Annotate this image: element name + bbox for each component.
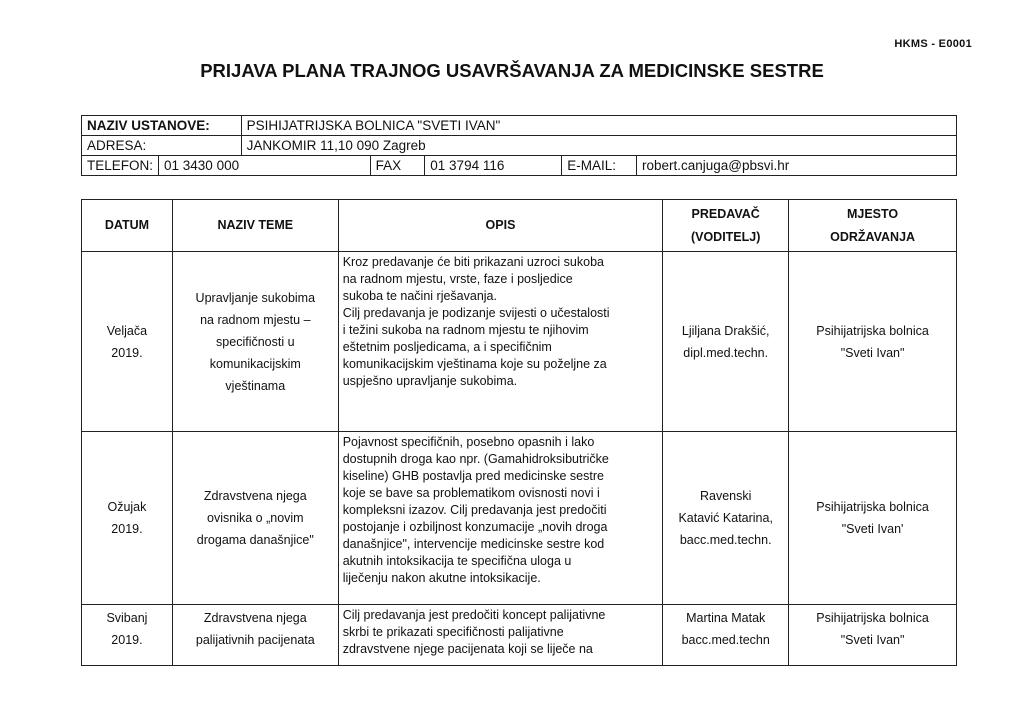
- page-title: PRIJAVA PLANA TRAJNOG USAVRŠAVANJA ZA MEDICINSKE SESTRE: [200, 60, 824, 81]
- table-header-row: [82, 200, 957, 252]
- education-plan-table: [81, 199, 957, 666]
- fax-value: 01 3794 116: [425, 156, 562, 176]
- adresa-label: ADRESA:: [82, 136, 242, 156]
- table-row: [82, 605, 957, 666]
- header-mjesto: MJESTO ODRŽAVANJA: [789, 200, 957, 252]
- naziv-value: PSIHIJATRIJSKA BOLNICA "SVETI IVAN": [241, 116, 956, 136]
- header-datum: DATUM: [82, 200, 173, 252]
- header-predavac: PREDAVAČ (VODITELJ): [663, 200, 789, 252]
- row-datum: Svibanj 2019.: [82, 605, 173, 666]
- row-predavac: Martina Matak bacc.med.techn: [663, 605, 789, 666]
- row-opis: Kroz predavanje će biti prikazani uzroci sukoba na radnom mjestu, vrste, faze i posljedice sukoba te načini rješavanja. Cilj predavanja je podizanje svijesti o učestalosti i težini sukoba na radnom mjestu te njihovim eštetnim posljedicama, a i specifičnim komunikacijskim vještinama koje su poželjne za uspješno upravljanje sukobima.: [338, 252, 663, 432]
- telefon-label: TELEFON:: [82, 156, 159, 176]
- document-code: HKMS - E0001: [894, 38, 972, 50]
- row-mjesto: Psihijatrijska bolnica "Sveti Ivan': [789, 432, 957, 605]
- row-naziv-teme: Upravljanje sukobima na radnom mjestu – specifičnosti u komunikacijskim vještinama: [172, 252, 338, 432]
- row-opis: Cilj predavanja jest predočiti koncept palijativne skrbi te prikazati specifičnosti palijativne zdravstvene njege pacijenata koji se liječe na: [338, 605, 663, 666]
- fax-label: FAX: [370, 156, 425, 176]
- info-row-telefon: [82, 156, 957, 176]
- row-naziv-teme: Zdravstvena njega palijativnih pacijenata: [172, 605, 338, 666]
- table-row: [82, 432, 957, 605]
- email-value: robert.canjuga@pbsvi.hr: [637, 156, 957, 176]
- adresa-value: JANKOMIR 11,10 090 Zagreb: [241, 136, 956, 156]
- header-opis: OPIS: [338, 200, 663, 252]
- row-mjesto: Psihijatrijska bolnica "Sveti Ivan": [789, 605, 957, 666]
- email-label: E-MAIL:: [562, 156, 637, 176]
- row-naziv-teme: Zdravstvena njega ovisnika o „novim drogama današnjice": [172, 432, 338, 605]
- row-datum: Ožujak 2019.: [82, 432, 173, 605]
- info-row-adresa: [82, 136, 957, 156]
- row-mjesto: Psihijatrijska bolnica "Sveti Ivan": [789, 252, 957, 432]
- row-predavac: Ljiljana Drakšić, dipl.med.techn.: [663, 252, 789, 432]
- institution-info-table: [81, 115, 957, 176]
- row-opis: Pojavnost specifičnih, posebno opasnih i lako dostupnih droga kao npr. (Gamahidroksibutričke kiseline) GHB postavlja pred medicinske sestre koje se bave sa problematikom ovisnosti novi i kompleksni izazov. Cilj predavanja jest predočiti postojanje i ozbiljnost konzumacije „novih droga današnjice", intervencije medicinske sestre kod akutnih intoksikacija te specifična uloga u liječenju nakon akutne intoksikacije.: [338, 432, 663, 605]
- row-datum: Veljača 2019.: [82, 252, 173, 432]
- row-predavac: Ravenski Katavić Katarina, bacc.med.techn.: [663, 432, 789, 605]
- header-naziv-teme: NAZIV TEME: [172, 200, 338, 252]
- telefon-value: 01 3430 000: [159, 156, 371, 176]
- naziv-label: NAZIV USTANOVE:: [82, 116, 242, 136]
- table-row: [82, 252, 957, 432]
- info-row-naziv: [82, 116, 957, 136]
